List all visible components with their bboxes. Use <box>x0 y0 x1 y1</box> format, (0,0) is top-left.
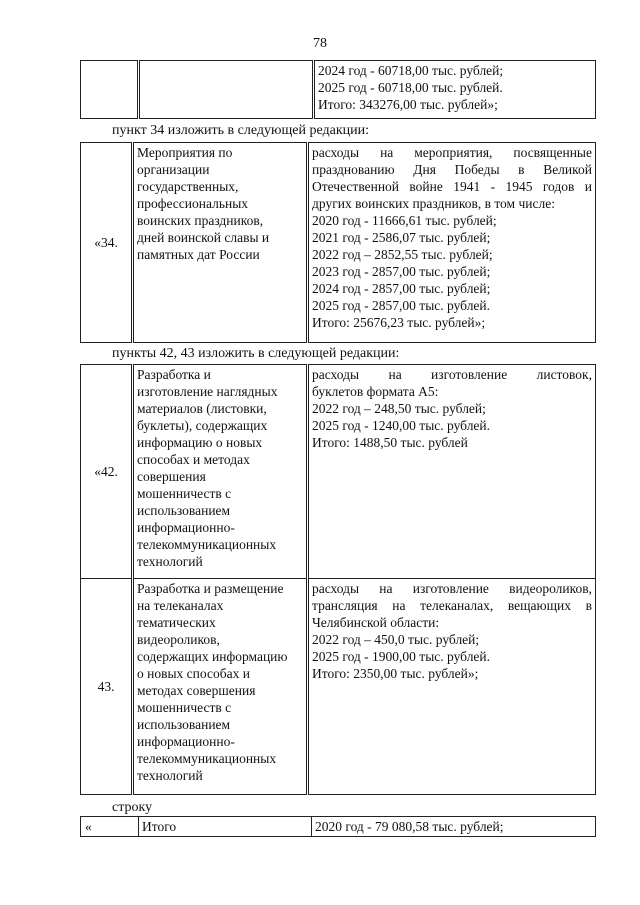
name-line: тематических <box>137 615 216 630</box>
page-number: 78 <box>313 36 327 51</box>
text-line: 2025 год - 2857,00 тыс. рублей. <box>312 298 491 313</box>
name-line: методах совершения <box>137 683 256 698</box>
text-line: 2021 год - 2586,07 тыс. рублей; <box>312 230 491 245</box>
text-line: 2025 год - 1900,00 тыс. рублей. <box>312 649 491 664</box>
text-line: 2020 год - 79 080,58 тыс. рублей; <box>315 819 504 834</box>
text-line: празднованию Дня Победы в Великой <box>312 162 592 177</box>
name-line: телекоммуникационных <box>137 751 277 766</box>
text-line: 2023 год - 2857,00 тыс. рублей; <box>312 264 491 279</box>
name-line: мошенничеств с <box>137 700 232 715</box>
name-line: материалов (листовки, <box>137 401 267 416</box>
row-number: « <box>81 817 139 837</box>
name-line: мошенничеств с <box>137 486 232 501</box>
text-line: 2022 год – 2852,55 тыс. рублей; <box>312 247 493 262</box>
text-line: трансляция на телеканалах, вещающих в <box>312 598 592 613</box>
row-expenses <box>308 143 596 343</box>
row-number: «34. <box>81 143 133 343</box>
name-line: Мероприятия по <box>137 145 233 160</box>
instruction-note-stroku: строку <box>112 800 153 815</box>
name-line: государственных, <box>137 179 239 194</box>
name-line: совершения <box>137 469 206 484</box>
continuation-table <box>80 60 596 119</box>
table-row-total <box>80 816 596 837</box>
text-line: других воинских праздников, в том числе: <box>312 196 555 211</box>
row-number: «42. <box>81 365 133 579</box>
name-line: технологий <box>137 554 203 569</box>
cell-expenses <box>314 61 596 119</box>
text-line: 2025 год - 1240,00 тыс. рублей. <box>312 418 491 433</box>
table-rows-42-43 <box>80 364 596 795</box>
row-name: Итого <box>139 817 312 837</box>
row-name <box>133 579 308 795</box>
text-line: 2024 год - 2857,00 тыс. рублей; <box>312 281 491 296</box>
name-line: Разработка и размещение <box>137 581 284 596</box>
name-line: информационно- <box>137 520 235 535</box>
cell-number-empty <box>81 61 139 119</box>
name-line: технологий <box>137 768 203 783</box>
name-line: информацию о новых <box>137 435 263 450</box>
text-line: Итого: 343276,00 тыс. рублей»; <box>318 97 498 112</box>
text-line: Отечественной войне 1941 - 1945 годов и <box>312 179 592 194</box>
cell-name-empty <box>139 61 314 119</box>
row-name <box>133 143 308 343</box>
row-expenses <box>308 579 596 795</box>
row-number: 43. <box>81 579 133 795</box>
row-name <box>133 365 308 579</box>
table-row-34 <box>80 142 596 343</box>
name-line: Разработка и <box>137 367 211 382</box>
text-line: 2025 год - 60718,00 тыс. рублей. <box>318 80 503 95</box>
instruction-note-34: пункт 34 изложить в следующей редакции: <box>112 123 369 138</box>
text-line: Итого: 25676,23 тыс. рублей»; <box>312 315 486 330</box>
name-line: телекоммуникационных <box>137 537 277 552</box>
name-line: буклеты), содержащих <box>137 418 268 433</box>
row-expenses <box>312 817 596 837</box>
name-line: изготовление наглядных <box>137 384 278 399</box>
text-line: Челябинской области: <box>312 615 440 630</box>
name-line: содержащих информацию <box>137 649 288 664</box>
name-line: способах и методах <box>137 452 250 467</box>
text-line: расходы на изготовление видеороликов, <box>312 581 592 596</box>
name-line: информационно- <box>137 734 235 749</box>
name-line: профессиональных <box>137 196 249 211</box>
text-line: 2020 год - 11666,61 тыс. рублей; <box>312 213 497 228</box>
name-line: видеороликов, <box>137 632 220 647</box>
name-line: дней воинской славы и <box>137 230 270 245</box>
text-line: 2024 год - 60718,00 тыс. рублей; <box>318 63 504 78</box>
name-line: организации <box>137 162 210 177</box>
name-line: использованием <box>137 717 231 732</box>
text-line: буклетов формата А5: <box>312 384 439 399</box>
name-line: использованием <box>137 503 231 518</box>
text-line: расходы на изготовление листовок, <box>312 367 592 382</box>
text-line: 2022 год – 248,50 тыс. рублей; <box>312 401 486 416</box>
name-line: памятных дат России <box>137 247 260 262</box>
text-line: 2022 год – 450,0 тыс. рублей; <box>312 632 480 647</box>
name-line: воинских праздников, <box>137 213 264 228</box>
row-expenses <box>308 365 596 579</box>
name-line: о новых способах и <box>137 666 250 681</box>
name-line: на телеканалах <box>137 598 224 613</box>
text-line: Итого: 1488,50 тыс. рублей <box>312 435 468 450</box>
text-line: Итого: 2350,00 тыс. рублей»; <box>312 666 479 681</box>
text-line: расходы на мероприятия, посвященные <box>312 145 592 160</box>
instruction-note-42-43: пункты 42, 43 изложить в следующей редакции: <box>112 346 400 361</box>
